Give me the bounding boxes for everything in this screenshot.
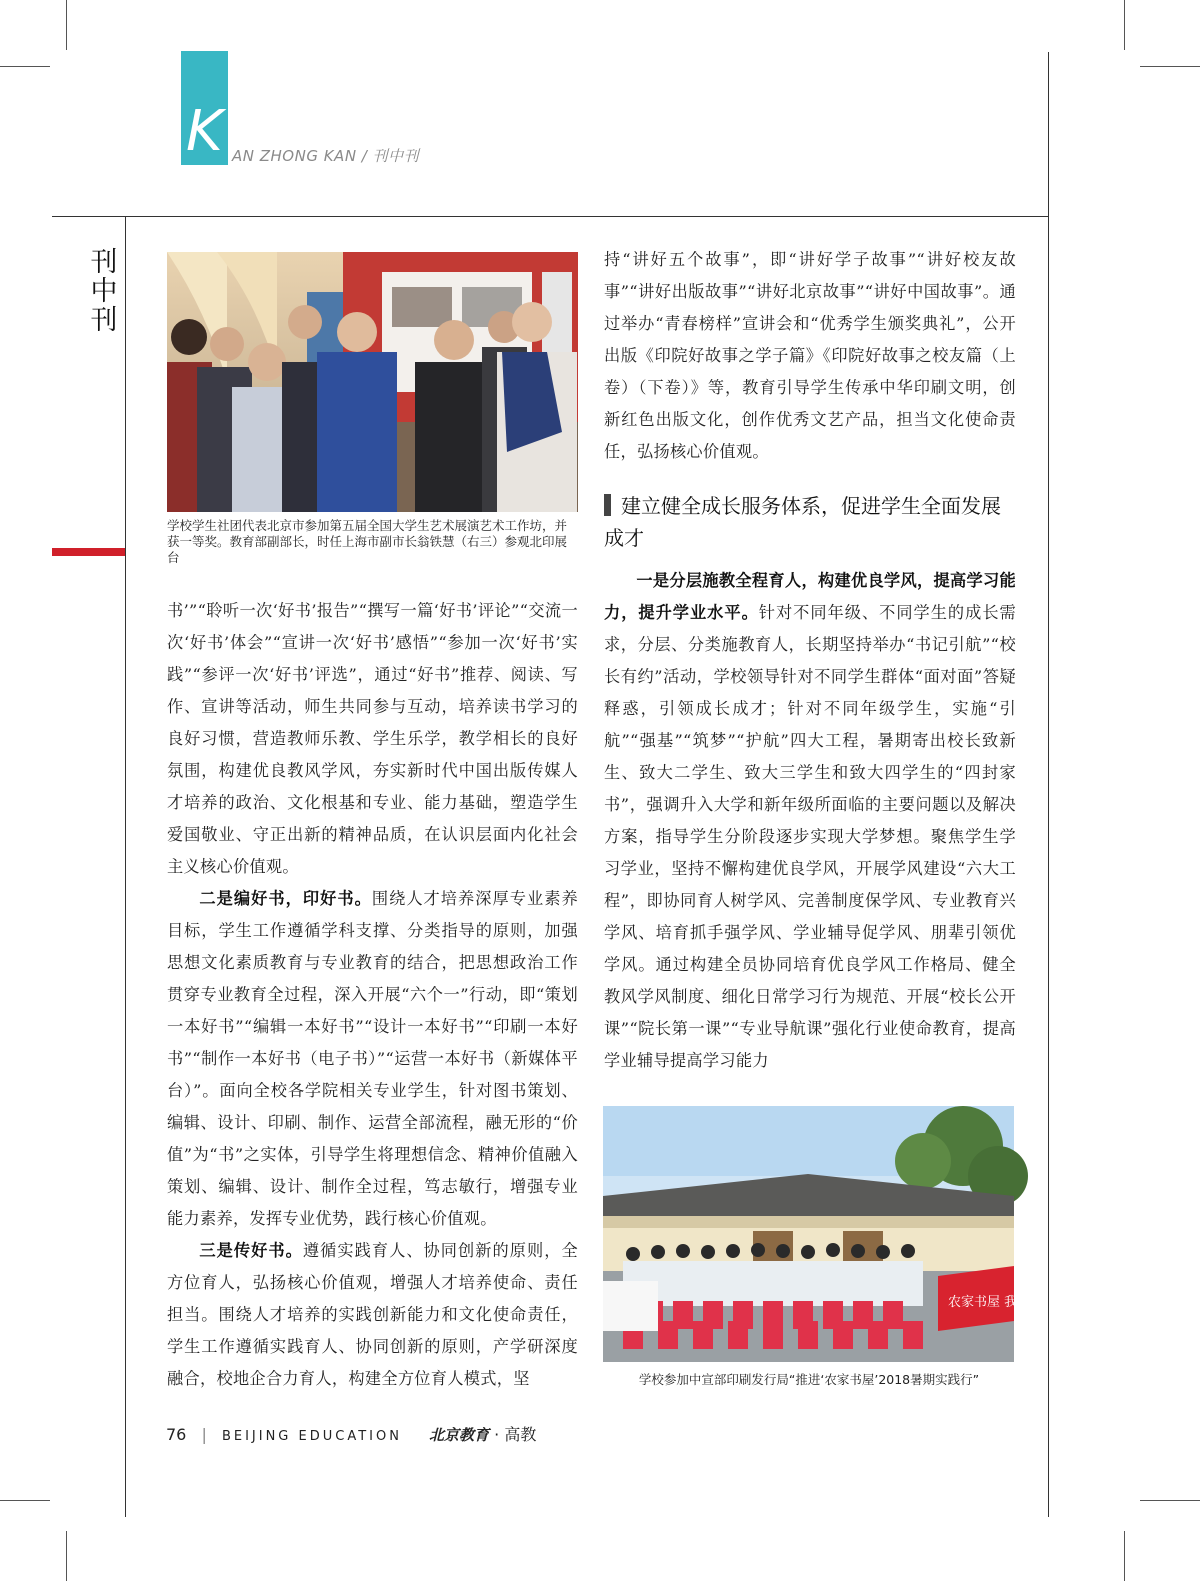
rural-library-practice-photo xyxy=(603,1106,1044,1362)
crop-mark xyxy=(66,1531,67,1581)
body-paragraph-right-1: 持“讲好五个故事”，即“讲好学子故事”“讲好校友故事”“讲好出版故事”“讲好北京故事”“讲好中国故事”。通过举办“青春榜样”宣讲会和“优秀学生颁奖典礼”，公开出版《印院好故事之学子篇》《印院好故事之校友篇（上卷）（下卷）》等，教育引导学生传承中华印刷文明，创新红色出版文化，创作优秀文艺产品，担当文化使命责任，弘扬核心价值观。 xyxy=(604,250,1016,461)
crop-mark xyxy=(0,66,50,67)
accent-bar xyxy=(52,548,125,556)
side-section-label: 刊中刊 xyxy=(90,247,118,336)
photo-caption-1: 学校学生社团代表北京市参加第五届全国大学生艺术展演艺术工作坊，并获一等奖。教育部副部长，时任上海市副市长翁铁慧（右三）参观北印展台 xyxy=(167,518,568,565)
body-paragraph-left-3 xyxy=(167,1235,578,1395)
section-heading xyxy=(604,490,1016,554)
section-logo-letter: K xyxy=(186,99,223,164)
photo-caption-2: 学校参加中宣部印刷发行局“推进‘农家书屋’2018暑期实践行” xyxy=(638,1372,980,1387)
paragraph-text: 遵循实践育人、协同创新的原则，全方位育人，弘扬核心价值观，增强人才培养使命、责任担当。围绕人才培养的实践创新能力和文化使命责任，学生工作遵循实践育人、协同创新的原则，产学研深度融合，校地企合力育人，构建全方位育人模式，坚 xyxy=(167,1241,578,1388)
publication-section: · 高教 xyxy=(494,1425,537,1444)
section-heading-text: 建立健全成长服务体系，促进学生全面发展成才 xyxy=(604,494,1001,550)
body-paragraph-left-1: 书’”“聆听一次‘好书’报告”“撰写一篇‘好书’评论”“交流一次‘好书’体会”“宣讲一次‘好书’感悟”“参加一次‘好书’实践”“参评一次‘好书’评选”，通过“好书”推荐、阅读、写作、宣讲等活动，师生共同参与互动，培养读书学习的良好习惯，营造教师乐教、学生乐学，教学相长的良好氛围，构建优良教风学风，夯实新时代中国出版传媒人才培养的政治、文化根基和专业、能力基础，塑造学生爱国敬业、守正出新的精神品质，在认识层面内化社会主义核心价值观。 xyxy=(167,601,578,876)
paragraph-text: 围绕人才培养深厚专业素养目标，学生工作遵循学科支撑、分类指导的原则，加强思想文化素质教育与专业教育的结合，把思想政治工作贯穿专业教育全过程，深入开展“六个一”行动，即“策划一本好书”“编辑一本好书”“设计一本好书”“印刷一本好书”“制作一本好书（电子书）”“运营一本好书（新媒体平台）”。面向全校各学院相关专业学生，针对图书策划、编辑、设计、印刷、制作、运营全部流程，融无形的“价值”为“书”之实体，引导学生将理想信念、精神价值融入策划、编辑、设计、制作全过程，笃志敏行，增强专业能力素养，发挥专业优势，践行核心价值观。 xyxy=(167,889,578,1228)
crop-mark xyxy=(1124,0,1125,50)
banner-text: 农家书屋 我的梦 xyxy=(948,1295,1044,1310)
page-number: 76 xyxy=(166,1425,187,1444)
page-footer xyxy=(166,1422,536,1445)
crop-mark xyxy=(1140,1500,1200,1501)
publication-logo: 北京教育 xyxy=(429,1426,490,1444)
paragraph-lead: 一是分层施教全程育人，构建优良学风，提高学习能力，提升学业水平。 xyxy=(604,571,1016,622)
body-paragraph-right-2 xyxy=(604,565,1016,1077)
paragraph-lead: 二是编好书，印好书。 xyxy=(199,889,372,908)
paragraph-text: 针对不同年级、不同学生的成长需求，分层、分类施教育人，长期坚持举办“书记引航”“校长有约”活动，学校领导针对不同学生群体“面对面”答疑释惑，引领成长成才；针对不同年级学生，实施“引航”“强基”“筑梦”“护航”四大工程，暑期寄出校长致新生、致大二学生、致大三学生和致大四学生的“四封家书”，强调升入大学和新年级所面临的主要问题以及解决方案，指导学生分阶段逐步实现大学梦想。聚焦学生学习学业，坚持不懈构建优良学风，开展学风建设“六大工程”，即协同育人树学风、完善制度保学风、专业教育兴学风、培育抓手强学风、学业辅导促学风、朋辈引领优学风。通过构建全员协同培育优良学风工作格局、健全教风学风制度、细化日常学习行为规范、开展“校长公开课”“院长第一课”“专业导航课”强化行业使命教育，提高学业辅导提高学习能力 xyxy=(604,603,1016,1070)
footer-separator: | xyxy=(201,1425,207,1444)
publication-name: BEIJING EDUCATION xyxy=(221,1429,402,1444)
body-paragraph-left-2 xyxy=(167,883,578,1235)
crop-mark xyxy=(0,1500,50,1501)
crop-mark xyxy=(1124,1531,1125,1581)
heading-marker xyxy=(604,494,611,516)
paragraph-lead: 三是传好书。 xyxy=(199,1241,303,1260)
section-masthead: AN ZHONG KAN / 刊中刊 xyxy=(232,147,420,165)
crop-mark xyxy=(66,0,67,50)
left-border-rule xyxy=(125,216,126,1517)
crop-mark xyxy=(1140,66,1200,67)
header-rule xyxy=(52,216,1049,217)
right-border-rule xyxy=(1048,52,1049,1517)
exhibition-visit-photo xyxy=(167,252,578,512)
